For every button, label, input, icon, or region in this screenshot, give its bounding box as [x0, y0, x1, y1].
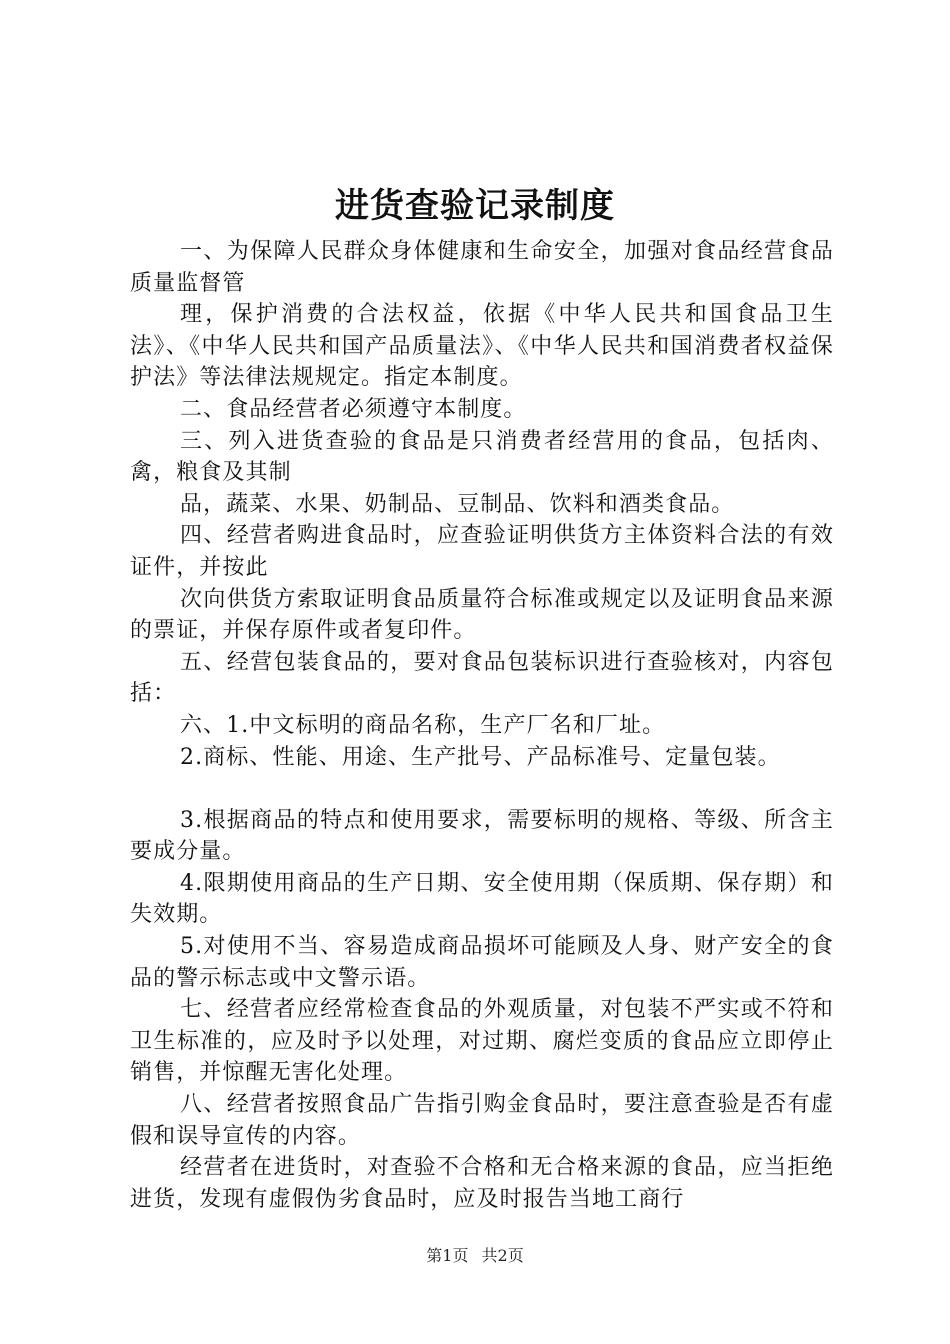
paragraph: 理，保护消费的合法权益，依据《中华人民共和国食品卫生法》、《中华人民共和国产品质量法》、《中华人民共和国消费者权益保护法》等法律法规规定。指定本制度。 — [130, 302, 834, 391]
paragraph: 2.商标、性能、用途、生产批号、产品标准号、定量包装。 — [180, 744, 781, 770]
paragraph: 二、食品经营者必须遵守本制度。 — [180, 396, 527, 422]
paragraph: 3.根据商品的特点和使用要求，需要标明的规格、等级、所含主要成分量。 — [130, 807, 834, 865]
page-number: 第1页 — [426, 1246, 469, 1265]
paragraph: 七、经营者应经常检查食品的外观质量，对包装不严实或不符和卫生标准的，应及时予以处理，对过期、腐烂变质的食品应立即停止销售，并惊醒无害化处理。 — [130, 997, 834, 1086]
paragraph: 品，蔬菜、水果、奶制品、豆制品、饮料和酒类食品。 — [180, 491, 735, 517]
document-body — [130, 236, 834, 1215]
paragraph: 4.限期使用商品的生产日期、安全使用期（保质期、保存期）和失效期。 — [130, 870, 834, 928]
paragraph: 经营者在进货时，对查验不合格和无合格来源的食品，应当拒绝进货，发现有虚假伪劣食品时，应及时报告当地工商行 — [130, 1155, 834, 1212]
paragraph: 八、经营者按照食品广告指引购金食品时，要注意查验是否有虚假和误导宣传的内容。 — [130, 1092, 834, 1149]
paragraph: 四、经营者购进食品时，应查验证明供货方主体资料合法的有效证件，并按此 — [130, 523, 834, 580]
paragraph: 次向供货方索取证明食品质量符合标准或规定以及证明食品来源的票证，并保存原件或者复印件。 — [130, 586, 834, 644]
paragraph: 三、列入进货查验的食品是只消费者经营用的食品，包括肉、禽，粮食及其制 — [130, 428, 834, 486]
page-total: 共2页 — [481, 1246, 524, 1265]
document-title: 进货查验记录制度 — [335, 186, 615, 226]
blank-line — [130, 773, 834, 805]
paragraph: 六、1.中文标明的商品名称，生产厂名和厂址。 — [180, 712, 666, 738]
page-footer — [0, 1245, 950, 1267]
paragraph: 一、为保障人民群众身体健康和生命安全，加强对食品经营食品质量监督管 — [130, 239, 834, 296]
paragraph: 五、经营包装食品的，要对食品包装标识进行查验核对，内容包括： — [130, 649, 834, 707]
paragraph: 5.对使用不当、容易造成商品损坏可能顾及人身、财产安全的食品的警示标志或中文警示语。 — [130, 934, 834, 991]
